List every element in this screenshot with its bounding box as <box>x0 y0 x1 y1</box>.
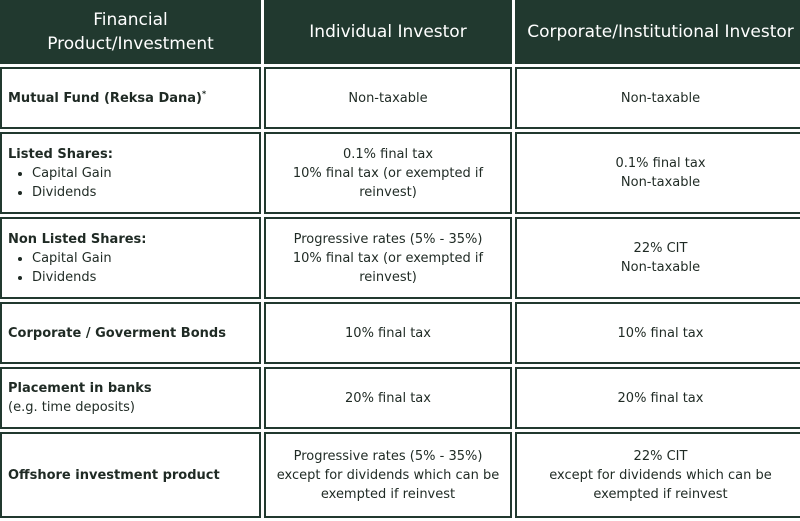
product-name: Placement in banks <box>8 381 152 396</box>
individual-line: 10% final tax (or exempted if reinvest) <box>292 250 484 285</box>
table-row <box>0 132 800 214</box>
sub-item: • Dividends <box>32 183 253 202</box>
corporate-line: Non-taxable <box>620 175 701 190</box>
individual-line: Non-taxable <box>348 90 428 106</box>
individual-cell <box>264 302 512 364</box>
corporate-line: 10% final tax <box>617 325 704 341</box>
table-row <box>0 432 800 518</box>
product-note: (e.g. time deposits) <box>8 400 136 415</box>
product-label: Mutual Fund (Reksa Dana) <box>8 90 202 106</box>
corporate-cell <box>515 367 800 429</box>
corporate-line: 22% CIT <box>633 241 688 256</box>
corporate-line: except for dividends which can be exempted if reinvest <box>549 467 772 502</box>
product-name: Offshore investment product <box>8 467 220 483</box>
individual-line: 20% final tax <box>345 390 431 406</box>
individual-line: except for dividends which can be exempted if reinvest <box>276 467 500 502</box>
product-cell <box>0 432 261 518</box>
corporate-cell <box>515 217 800 299</box>
header-product: Financial Product/Investment <box>0 0 261 64</box>
product-cell <box>0 367 261 429</box>
sub-list <box>8 249 253 287</box>
corporate-line: 22% CIT <box>633 448 688 464</box>
individual-line: 0.1% final tax <box>342 146 434 162</box>
corporate-line: 0.1% final tax <box>615 156 706 171</box>
sub-item: • Dividends <box>32 268 253 287</box>
individual-line: 10% final tax (or exempted if reinvest) <box>292 165 484 200</box>
sub-item: • Capital Gain <box>32 249 253 268</box>
sub-list <box>8 164 253 202</box>
individual-cell <box>264 432 512 518</box>
individual-cell <box>264 367 512 429</box>
product-name <box>8 91 206 106</box>
table-row <box>0 302 800 364</box>
corporate-line: 20% final tax <box>617 390 704 406</box>
corporate-cell <box>515 432 800 518</box>
product-cell <box>0 217 261 299</box>
product-name: Non Listed Shares: <box>8 231 147 247</box>
product-cell <box>0 67 261 129</box>
individual-cell <box>264 67 512 129</box>
individual-cell <box>264 132 512 214</box>
individual-line: Progressive rates (5% - 35%) <box>293 231 483 247</box>
individual-line: Progressive rates (5% - 35%) <box>293 448 483 464</box>
individual-line: 10% final tax <box>345 325 431 341</box>
product-name: Listed Shares: <box>8 146 113 162</box>
product-name: Corporate / Goverment Bonds <box>8 325 226 341</box>
header-corporate: Corporate/Institutional Investor <box>515 0 800 64</box>
header-row <box>0 0 800 64</box>
corporate-line: Non-taxable <box>620 260 701 275</box>
sub-item: • Capital Gain <box>32 164 253 183</box>
corporate-cell <box>515 132 800 214</box>
corporate-line: Non-taxable <box>620 90 701 106</box>
header-individual: Individual Investor <box>264 0 512 64</box>
footnote-marker: * <box>201 89 207 99</box>
individual-cell <box>264 217 512 299</box>
product-cell <box>0 132 261 214</box>
table-row <box>0 367 800 429</box>
table-row <box>0 217 800 299</box>
corporate-cell <box>515 67 800 129</box>
table-row <box>0 67 800 129</box>
corporate-cell <box>515 302 800 364</box>
product-cell <box>0 302 261 364</box>
